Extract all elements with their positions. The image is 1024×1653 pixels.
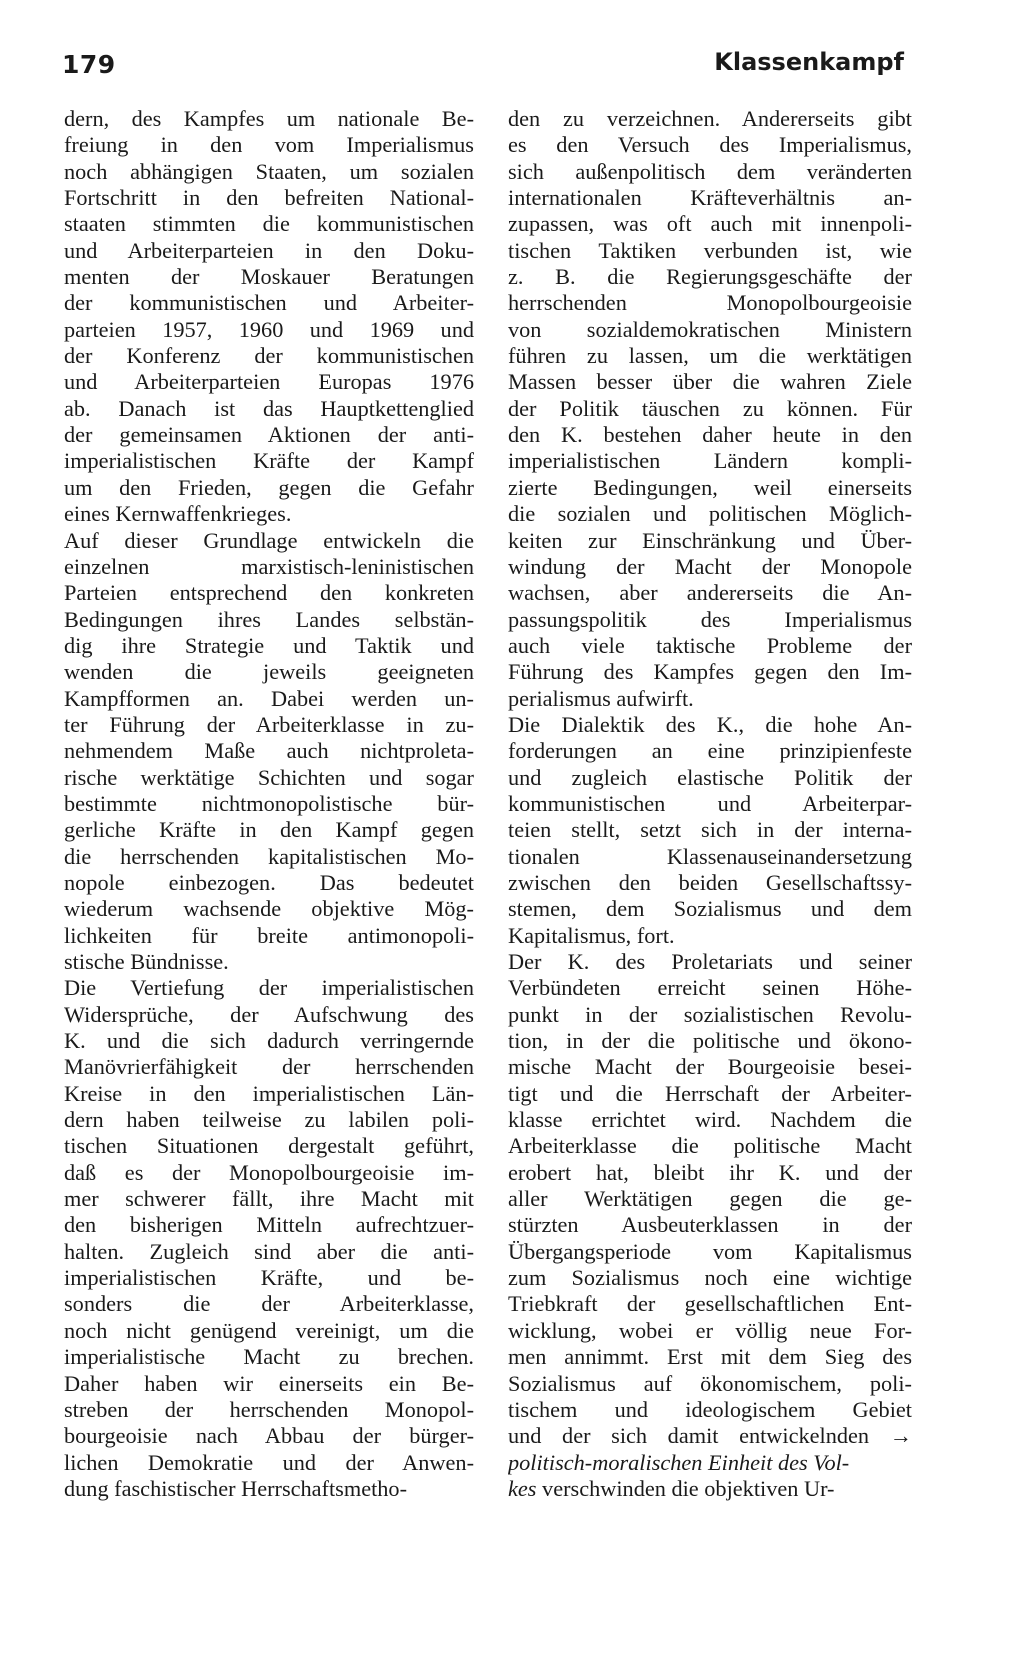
line-rest: verschwinden die objektiven Ur- bbox=[536, 1475, 835, 1501]
text-line: tischen Taktiken verbunden ist, wie bbox=[508, 237, 912, 263]
text-line: Bedingungen ihres Landes selbstän- bbox=[64, 606, 474, 632]
text-line: K. und die sich dadurch verringernde bbox=[64, 1028, 474, 1054]
text-line: Der K. des Proletariats und seiner bbox=[508, 949, 912, 974]
text-line: Kreise in den imperialistischen Län- bbox=[64, 1080, 474, 1106]
text-line: freiung in den vom Imperialismus bbox=[64, 132, 474, 158]
text-line: der Politik täuschen zu können. Für bbox=[508, 395, 912, 421]
text-line: tionalen Klassenauseinandersetzung bbox=[508, 843, 912, 869]
text-line: aller Werktätigen gegen die ge- bbox=[508, 1186, 912, 1212]
text-line: und Arbeiterparteien Europas 1976 bbox=[64, 369, 474, 395]
text-line: bestimmte nichtmonopolistische bür- bbox=[64, 790, 474, 816]
text-line: von sozialdemokratischen Ministern bbox=[508, 316, 912, 342]
text-line: Die Vertiefung der imperialistischen bbox=[64, 975, 474, 1001]
text-line: nehmendem Maße auch nichtproleta- bbox=[64, 738, 474, 764]
text-line: windung der Macht der Monopole bbox=[508, 553, 912, 579]
text-line: stische Bündnisse. bbox=[64, 949, 229, 974]
page-number: 179 bbox=[62, 50, 116, 79]
text-line: zwischen den beiden Gesellschaftssy- bbox=[508, 869, 912, 895]
text-line: noch nicht genügend vereinigt, um die bbox=[64, 1317, 474, 1343]
text-line: Daher haben wir einerseits ein Be- bbox=[64, 1370, 474, 1396]
text-line: staaten stimmten die kommunistischen bbox=[64, 211, 474, 237]
text-line: kommunistischen und Arbeiterpar- bbox=[508, 790, 912, 816]
text-line: imperialistischen Ländern kompli- bbox=[508, 448, 912, 474]
text-line: zum Sozialismus noch eine wichtige bbox=[508, 1265, 912, 1291]
italic-term: kes bbox=[508, 1475, 537, 1501]
right-text-column bbox=[508, 106, 912, 1502]
text-line: sonders die der Arbeiterklasse, bbox=[64, 1291, 474, 1317]
text-line: Arbeiterklasse die politische Macht bbox=[508, 1133, 912, 1159]
text-line: lichen Demokratie und der Anwen- bbox=[64, 1449, 474, 1475]
text-line: Die Dialektik des K., die hohe An- bbox=[508, 711, 912, 737]
text-line: dern haben teilweise zu labilen poli- bbox=[64, 1107, 474, 1133]
text-line: imperialistische Macht zu brechen. bbox=[64, 1344, 474, 1370]
text-line: z. B. die Regierungsgeschäfte der bbox=[508, 264, 912, 290]
text-line: lichkeiten für breite antimonopoli- bbox=[64, 922, 474, 948]
text-line: der Konferenz der kommunistischen bbox=[64, 343, 474, 369]
text-line: wachsen, aber andererseits die An- bbox=[508, 580, 912, 606]
text-line: führen zu lassen, um die werktätigen bbox=[508, 343, 912, 369]
text-line: klasse errichtet wird. Nachdem die bbox=[508, 1107, 912, 1133]
text-line: streben der herrschenden Monopol- bbox=[64, 1396, 474, 1422]
text-line: Parteien entsprechend den konkreten bbox=[64, 580, 474, 606]
text-line: noch abhängigen Staaten, um sozialen bbox=[64, 158, 474, 184]
text-line: tischen Situationen dergestalt geführt, bbox=[64, 1133, 474, 1159]
text-line: dung faschistischer Herrschaftsmetho- bbox=[64, 1475, 408, 1501]
text-line: Kapitalismus, fort. bbox=[508, 922, 675, 948]
text-line: sich außenpolitisch dem veränderten bbox=[508, 158, 912, 184]
text-line: imperialistischen Kräfte der Kampf bbox=[64, 448, 474, 474]
text-line: parteien 1957, 1960 und 1969 und bbox=[64, 316, 474, 342]
text-line: der kommunistischen und Arbeiter- bbox=[64, 290, 474, 316]
text-line: und der sich damit entwickelnden → bbox=[508, 1423, 912, 1449]
text-line: daß es der Monopolbourgeoisie im- bbox=[64, 1159, 474, 1185]
text-line: tischem und ideologischem Gebiet bbox=[508, 1396, 912, 1422]
text-line: perialismus aufwirft. bbox=[508, 685, 694, 711]
text-line: ter Führung der Arbeiterklasse in zu- bbox=[64, 711, 474, 737]
text-line: auch viele taktische Probleme der bbox=[508, 632, 912, 658]
text-line bbox=[508, 1476, 912, 1502]
text-line: stemen, dem Sozialismus und dem bbox=[508, 896, 912, 922]
text-line: wiederum wachsende objektive Mög- bbox=[64, 896, 474, 922]
text-line: mer schwerer fällt, ihre Macht mit bbox=[64, 1186, 474, 1212]
text-line: ab. Danach ist das Hauptkettenglied bbox=[64, 395, 474, 421]
text-line: Manövrierfähigkeit der herrschenden bbox=[64, 1054, 474, 1080]
text-line: den zu verzeichnen. Andererseits gibt bbox=[508, 106, 912, 131]
text-line: die herrschenden kapitalistischen Mo- bbox=[64, 843, 474, 869]
text-line: dig ihre Strategie und Taktik und bbox=[64, 632, 474, 658]
text-line: eines Kernwaffenkrieges. bbox=[64, 501, 292, 527]
text-line: und zugleich elastische Politik der bbox=[508, 764, 912, 790]
text-line: keiten zur Einschränkung und Über- bbox=[508, 527, 912, 553]
text-line: nopole einbezogen. Das bedeutet bbox=[64, 869, 474, 895]
left-text-column bbox=[64, 106, 474, 1502]
text-line: zupassen, was oft auch mit innenpoli- bbox=[508, 211, 912, 237]
text-line: politisch-moralischen Einheit des Vol- bbox=[508, 1449, 850, 1475]
text-line: die sozialen und politischen Möglich- bbox=[508, 501, 912, 527]
text-line: Sozialismus auf ökonomischem, poli- bbox=[508, 1370, 912, 1396]
text-line: Kampfformen an. Dabei werden un- bbox=[64, 685, 474, 711]
text-line: men annimmt. Erst mit dem Sieg des bbox=[508, 1344, 912, 1370]
text-line: erobert hat, bleibt ihr K. und der bbox=[508, 1159, 912, 1185]
text-line: um den Frieden, gegen die Gefahr bbox=[64, 474, 474, 500]
text-line: teien stellt, setzt sich in der interna- bbox=[508, 817, 912, 843]
text-line: und Arbeiterparteien in den Doku- bbox=[64, 237, 474, 263]
text-line: wicklung, wobei er völlig neue For- bbox=[508, 1317, 912, 1343]
text-line: der gemeinsamen Aktionen der anti- bbox=[64, 422, 474, 448]
text-line: Widersprüche, der Aufschwung des bbox=[64, 1001, 474, 1027]
text-line: zierte Bedingungen, weil einerseits bbox=[508, 474, 912, 500]
text-line: gerliche Kräfte in den Kampf gegen bbox=[64, 817, 474, 843]
text-line: mische Macht der Bourgeoisie besei- bbox=[508, 1054, 912, 1080]
text-line: bourgeoisie nach Abbau der bürger- bbox=[64, 1423, 474, 1449]
text-line: Fortschritt in den befreiten National- bbox=[64, 185, 474, 211]
text-line: Führung des Kampfes gegen den Im- bbox=[508, 659, 912, 685]
text-line: Massen besser über die wahren Ziele bbox=[508, 369, 912, 395]
text-line: menten der Moskauer Beratungen bbox=[64, 264, 474, 290]
text-line: halten. Zugleich sind aber die anti- bbox=[64, 1238, 474, 1264]
text-line: Auf dieser Grundlage entwickeln die bbox=[64, 527, 474, 553]
text-line: rische werktätige Schichten und sogar bbox=[64, 764, 474, 790]
text-line: herrschenden Monopolbourgeoisie bbox=[508, 290, 912, 316]
text-line: imperialistischen Kräfte, und be- bbox=[64, 1265, 474, 1291]
text-line: einzelnen marxistisch-leninistischen bbox=[64, 553, 474, 579]
text-line: den K. bestehen daher heute in den bbox=[508, 422, 912, 448]
text-line: wenden die jeweils geeigneten bbox=[64, 659, 474, 685]
text-line: passungspolitik des Imperialismus bbox=[508, 606, 912, 632]
text-line: tigt und die Herrschaft der Arbeiter- bbox=[508, 1080, 912, 1106]
text-line: forderungen an eine prinzipienfeste bbox=[508, 738, 912, 764]
text-line: Triebkraft der gesellschaftlichen Ent- bbox=[508, 1291, 912, 1317]
text-line: punkt in der sozialistischen Revolu- bbox=[508, 1001, 912, 1027]
text-line: dern, des Kampfes um nationale Be- bbox=[64, 106, 474, 131]
text-line: den bisherigen Mitteln aufrechtzuer- bbox=[64, 1212, 474, 1238]
text-line: internationalen Kräfteverhältnis an- bbox=[508, 185, 912, 211]
running-head: Klassenkampf bbox=[714, 48, 904, 76]
text-line: es den Versuch des Imperialismus, bbox=[508, 132, 912, 158]
text-line: tion, in der die politische und ökono- bbox=[508, 1028, 912, 1054]
text-line: Verbündeten erreicht seinen Höhe- bbox=[508, 975, 912, 1001]
text-line: stürzten Ausbeuterklassen in der bbox=[508, 1212, 912, 1238]
text-line: Übergangsperiode vom Kapitalismus bbox=[508, 1238, 912, 1264]
